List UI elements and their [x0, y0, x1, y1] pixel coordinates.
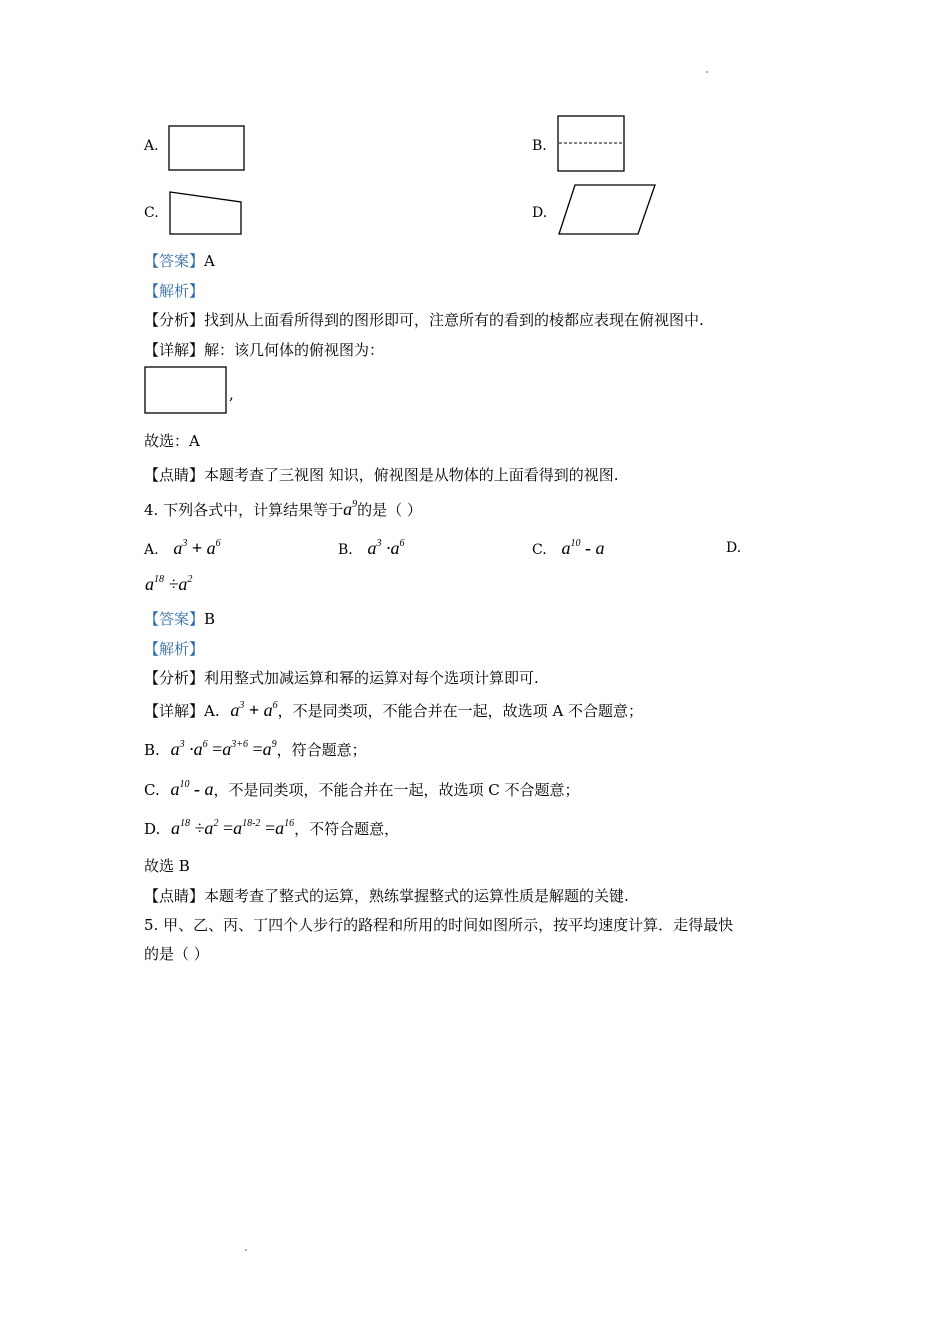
q4-stem — [144, 499, 422, 520]
q4-answer-line — [144, 608, 215, 629]
q4-detail-d — [144, 818, 399, 839]
option-d-label: D. — [532, 205, 548, 221]
q5-stem-line2: 的是（ ） — [144, 945, 209, 963]
q4-option-a — [144, 538, 221, 559]
detail-c-formula: $a^{10}$ - a — [170, 779, 214, 799]
option-c-trapezoid — [168, 190, 244, 236]
q4-option-b — [338, 538, 405, 559]
detail-c-text: ，不是同类项，不能合并在一起，故选项 C 不合题意； — [213, 781, 580, 799]
xiangjie-text: 解：该几何体的俯视图为： — [204, 341, 385, 359]
dianjing-text: 本题考查了整式的运算，熟练掌握整式的运算性质是解题的关键. — [204, 887, 629, 905]
q4-jiexi-tag: 【解析】 — [144, 640, 205, 658]
dianjing-tag: 【点睛】 — [144, 887, 205, 905]
dianjing-text: 本题考查了三视图 知识，俯视图是从物体的上面看得到的视图. — [204, 466, 619, 484]
detail-d-label: D. — [144, 820, 161, 838]
option-b-label: B. — [532, 138, 547, 154]
q3-top-view-rectangle — [144, 366, 228, 416]
q4-option-a-formula: $a^3 + a^6$ — [173, 538, 221, 558]
q4-choose: 故选 B — [144, 857, 190, 875]
q3-answer-line — [144, 250, 215, 271]
q4-stem-formula: $a^9$ — [343, 499, 358, 519]
option-a-label: A. — [144, 138, 159, 154]
option-b-dashed-rectangle — [557, 115, 627, 173]
detail-b-text: ，符合题意； — [276, 741, 367, 759]
q4-dianjing-line — [144, 885, 629, 906]
detail-d-text: ，不符合题意， — [294, 820, 400, 838]
detail-d-formula: $a^{18} \div a^2 =a^{18-2} =a^{16}$ — [171, 818, 295, 838]
q4-option-d-formula: $a^{18} \div a^2$ — [145, 574, 193, 594]
answer-tag: 【答案】 — [144, 610, 205, 628]
detail-b-formula: $a^3 \cdot a^6 =a^{3+6} =a^9$ — [170, 739, 277, 759]
q4-option-c-formula: $a^{10}$ - a — [561, 538, 605, 558]
option-d-parallelogram — [557, 183, 657, 237]
q4-option-b-formula: $a^3 \cdot a^6$ — [367, 538, 405, 558]
q5-stem-line1: 5. 甲、乙、丙、丁四个人步行的路程和所用的时间如图所示，按平均速度计算．走得最快 — [144, 916, 734, 934]
q3-dianjing-line — [144, 464, 619, 485]
q4-stem-post: 的是（ ） — [357, 501, 422, 519]
detail-a-text: ，不是同类项，不能合并在一起，故选项 A 不合题意； — [277, 702, 644, 720]
fenxi-text: 利用整式加减运算和幂的运算对每个选项计算即可. — [204, 669, 539, 687]
q3-choose: 故选：A — [144, 432, 200, 450]
q3-xiangjie-line — [144, 339, 384, 360]
q3-jiexi-tag: 【解析】 — [144, 282, 205, 300]
q4-option-a-label: A. — [144, 542, 159, 558]
q4-detail-b — [144, 739, 367, 760]
detail-c-label: C. — [144, 781, 160, 799]
detail-a-formula: $a^3 + a^6$ — [230, 700, 278, 720]
q4-option-c-label: C. — [532, 542, 547, 558]
dianjing-tag: 【点睛】 — [144, 466, 205, 484]
answer-value: A — [204, 252, 215, 270]
answer-tag: 【答案】 — [144, 252, 205, 270]
q4-detail-a — [144, 700, 643, 721]
answer-value: B — [204, 610, 216, 628]
fenxi-tag: 【分析】 — [144, 669, 205, 687]
q4-stem-pre: 4. 下列各式中，计算结果等于 — [144, 501, 344, 519]
q4-option-c — [532, 538, 604, 559]
q3-fenxi-line — [144, 309, 704, 330]
option-c-label: C. — [144, 205, 159, 221]
xiangjie-tag: 【详解】 — [144, 341, 205, 359]
xiangjie-tag: 【详解】 — [144, 702, 205, 720]
page-mark-dot-bottom — [245, 1249, 247, 1251]
q4-fenxi-line — [144, 667, 539, 688]
fenxi-text: 找到从上面看所得到的图形即可，注意所有的看到的棱都应表现在俯视图中. — [204, 311, 704, 329]
q4-option-b-label: B. — [338, 542, 353, 558]
option-a-rectangle — [168, 125, 246, 173]
page-mark-dot — [706, 71, 708, 73]
q4-detail-c — [144, 779, 580, 800]
fenxi-tag: 【分析】 — [144, 311, 205, 329]
q3-comma: , — [229, 385, 234, 403]
detail-a-label: A. — [204, 702, 220, 720]
q4-option-d-label: D. — [726, 540, 742, 556]
detail-b-label: B. — [144, 741, 160, 759]
